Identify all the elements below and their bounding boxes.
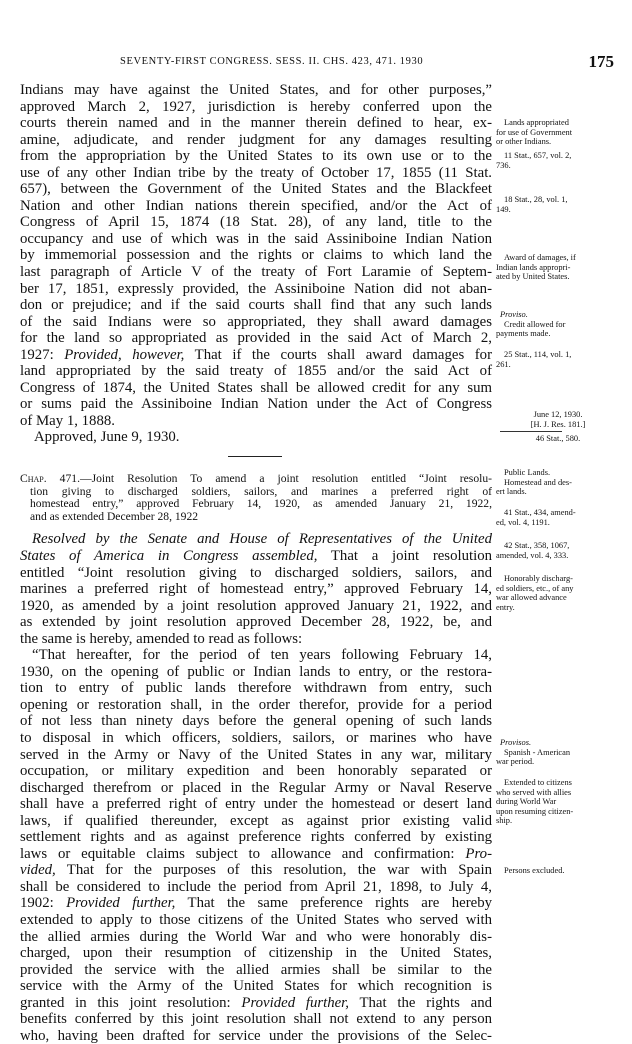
note-line: ed soldiers, etc., of any: [496, 583, 574, 593]
text-run: That the rights and: [349, 994, 492, 1011]
text-line: don or prejudice; and if the said courts shall find that any such lands: [20, 297, 492, 314]
proviso-italic: Pro-: [465, 845, 492, 862]
proviso-line: [20, 846, 492, 863]
note-line: during World War: [496, 797, 557, 807]
note-line: Credit allowed for: [504, 319, 566, 329]
note-line: Homestead and des-: [504, 477, 572, 487]
chapter-resolution: [H. J. Res. 181.]: [530, 419, 586, 429]
text-line: Congress of April 15, 1874 (18 Stat. 28), of any land, title to the: [20, 214, 492, 231]
margin-note-stat-41: [496, 508, 620, 527]
proviso-line: [20, 347, 492, 364]
text-run: 1927:: [20, 346, 65, 363]
text-line: 1930, on the opening of public or Indian lands to entry, or the restora-: [20, 663, 492, 680]
text-line: ber 17, 1851, expressly provided, the Assiniboine Nation did not aban-: [20, 280, 492, 297]
text-line: shall be considered to include the period from April 21, 1898, to July 4,: [20, 878, 492, 895]
note-line: 736.: [496, 160, 511, 170]
text-line: approved March 2, 1927, jurisdiction is hereby conferred upon the: [20, 98, 492, 115]
note-line: ated by United States.: [496, 272, 570, 282]
enacting-line: [20, 548, 492, 565]
note-line: 261.: [496, 359, 511, 369]
text-line: land appropriated by the said treaty of 1855 and/or the said Act of: [20, 363, 492, 380]
text-run: That if the courts shall award damages for: [184, 346, 492, 363]
text-line: the allied armies during the World War and who were honorably dis-: [20, 928, 492, 945]
text-line: by immemorial possession and the rights or claims to which land the: [20, 247, 492, 264]
proviso-italic: Provided further,: [66, 895, 176, 912]
text-line: occupation, or military expedition and been honorably separated or: [20, 763, 492, 780]
chapter-label: Chap. 471.: [20, 472, 80, 486]
margin-note-award: [496, 253, 620, 282]
note-line: 18 Stat., 28, vol. 1,: [504, 195, 568, 204]
text-line: opening or restoration shall, in the order therefor, provide for a period: [20, 696, 492, 713]
resolution-paragraph: [20, 531, 492, 1044]
margin-note-persons-excluded: [496, 866, 620, 876]
text-run: That a joint resolution: [317, 547, 492, 564]
proviso-italic: Provided further,: [241, 994, 350, 1011]
note-line: 41 Stat., 434, amend-: [504, 508, 576, 517]
note-line: 42 Stat., 358, 1067,: [504, 541, 570, 550]
note-divider: [500, 431, 562, 432]
note-line: amended, vol. 4, 333.: [496, 550, 569, 560]
chapter-line: tion giving to discharged soldiers, sailors, and marines a preferred right of: [30, 484, 492, 498]
text-run: laws or equitable claims subject to allowance and confirmation:: [20, 845, 466, 862]
enacting-line: [20, 531, 492, 548]
text-line: Congress of 1874, the United States shall be allowed credit for any sum: [20, 379, 492, 396]
text-line: provided the service with the allied armies shall be similar to the: [20, 961, 492, 978]
proviso-label: Proviso.: [500, 310, 528, 319]
note-line: Extended to citizens: [504, 778, 572, 787]
text-line: Nation and other Indian nations therein specified, and/or the Act of: [20, 197, 492, 214]
text-line: 1920, as amended by a joint resolution approved January 21, 1922, and: [20, 597, 492, 614]
margin-note-lands-appropriated: [496, 118, 620, 147]
margin-note-public-lands: [496, 468, 620, 497]
page-number: 175: [588, 52, 614, 71]
section-divider: [228, 456, 282, 457]
note-line: Lands appropriated: [504, 118, 569, 127]
text-line: tion to entry of public lands therefore withdrawn from entry, such: [20, 680, 492, 697]
note-line: upon resuming citizen-: [496, 806, 574, 816]
note-line: who served with allies: [496, 787, 572, 797]
text-line: last paragraph of Article V of the treaty of Fort Laramie of Septem-: [20, 264, 492, 281]
chapter-date: June 12, 1930.: [533, 410, 583, 419]
proviso-line: [20, 862, 492, 879]
text-line: benefits conferred by this joint resolution shall not extend to any person: [20, 1011, 492, 1028]
note-line: Public Lands.: [504, 468, 551, 477]
text-line: discharged therefrom or placed in the Regular Army or Naval Reserve: [20, 779, 492, 796]
text-line: the same is hereby, amended to read as follows:: [20, 630, 303, 647]
note-line: for use of Government: [496, 127, 573, 137]
enacting-italic: Resolved by the Senate and House of Representatives of the United: [32, 531, 492, 548]
margin-note-stat-42: [496, 541, 620, 560]
text-line: courts therein named and in the manner therein defined to hear, ex-: [20, 115, 492, 132]
note-line: Spanish - American: [504, 747, 571, 757]
margin-notes-column: [496, 0, 620, 917]
proviso-line: [20, 895, 492, 912]
chapter-line: [20, 473, 492, 486]
text-run: That for the purposes of this resolution, the war with Spain: [55, 862, 492, 879]
text-line: of not less than ninety days before the general opening of such lands: [20, 713, 492, 730]
section-paragraph: [20, 82, 492, 446]
enacting-italic: States of America in Congress assembled,: [20, 547, 318, 564]
note-line: 11 Stat., 657, vol. 2,: [504, 151, 572, 160]
margin-note-provisos: [496, 738, 620, 767]
text-line: entitled “Joint resolution giving to discharged soldiers, sailors, and: [20, 564, 492, 581]
text-line: settlement rights and as against preference rights conferred by existing: [20, 829, 492, 846]
margin-note-stat-25: [496, 350, 620, 369]
text-line: shall have a preferred right of entry under the homestead or desert land: [20, 796, 492, 813]
text-line: “That hereafter, for the period of ten years following February 14,: [32, 647, 492, 664]
note-line: ert lands.: [496, 487, 527, 497]
chapter-line: homestead entry,” approved February 14, 1920, as amended January 21, 1922,: [30, 497, 492, 511]
text-line: to disposal in which officers, soldiers, sailors, or marines who have: [20, 729, 492, 746]
chapter-heading: [20, 473, 492, 523]
text-line: 657), between the Government of the United States and the Blackfeet: [20, 181, 492, 198]
text-line: who, having been drafted for service under the provisions of the Selec-: [20, 1027, 492, 1044]
text-line: use of any other Indian tribe by the treaty of October 17, 1855 (11 Stat.: [20, 164, 492, 181]
spacer: [20, 523, 492, 531]
text-run: That the same preference rights are hereby: [175, 895, 493, 912]
text-line: extended to apply to those citizens of the United States who served with: [20, 911, 492, 928]
note-line: entry.: [496, 602, 515, 612]
main-text-column: [20, 82, 492, 1044]
chapter-line: and as extended December 28, 1922: [30, 509, 199, 523]
text-line: served in the Army or Navy of the United States in any war, military: [20, 746, 492, 763]
margin-note-stat-11: [496, 151, 620, 170]
text-run: 1902:: [20, 895, 67, 912]
text-line: of the said Indians were so appropriated, they shall award damages: [20, 313, 492, 330]
note-line: Honorably discharg-: [504, 574, 573, 583]
note-line: payments made.: [496, 329, 551, 339]
margin-note-extended: [496, 778, 620, 826]
note-line: Indian lands appropri-: [496, 262, 571, 272]
note-line: ed, vol. 4, 1191.: [496, 517, 550, 527]
proviso-line: [20, 995, 492, 1012]
note-line: or other Indians.: [496, 137, 552, 147]
note-line: 149.: [496, 204, 511, 214]
text-run: granted in this joint resolution:: [20, 994, 242, 1011]
margin-note-proviso: [496, 310, 620, 339]
margin-note-chapter-info: [496, 410, 620, 444]
proviso-italic: Provided, however,: [64, 346, 185, 363]
text-line: marines a preferred right of homestead entry,” approved February 14,: [20, 581, 492, 598]
margin-note-honorably: [496, 574, 620, 612]
approval-line: Approved, June 9, 1930.: [34, 429, 180, 446]
text-line: charged, upon their resumption of citizenship in the United States,: [20, 945, 492, 962]
text-line: as extended by joint resolution approved December 28, 1922, be, and: [20, 614, 492, 631]
text-line: laws, if qualified thereunder, except as against prior existing valid: [20, 812, 492, 829]
text-line: of May 1, 1888.: [20, 412, 115, 429]
note-line: Persons excluded.: [504, 866, 565, 875]
note-line: war period.: [496, 757, 535, 767]
text-line: amine, adjudicate, and render judgment for any damages resulting: [20, 131, 492, 148]
text-line: from the appropriation by the United States to its own use or to the: [20, 148, 492, 165]
margin-note-stat-18: [496, 195, 620, 214]
text-line: Indians may have against the United States, and for other purposes,”: [20, 82, 492, 98]
text-run: —Joint Resolution To amend a joint resolution entitled “Joint resolu-: [79, 472, 492, 486]
note-line: ship.: [496, 816, 513, 826]
note-line: Award of damages, if: [504, 253, 576, 262]
note-line: war allowed advance: [496, 593, 567, 603]
text-line: service with the Army of the United States for which recognition is: [20, 978, 492, 995]
note-line: 25 Stat., 114, vol. 1,: [504, 350, 572, 359]
text-line: occupancy and use of which was in the said Assiniboine Indian Nation: [20, 230, 492, 247]
text-line: for the land so appropriated as provided in the said Act of March 2,: [20, 330, 492, 347]
text-line: or sums paid the Assiniboine Indian Nation under the Act of Congress: [20, 396, 492, 413]
running-head: SEVENTY-FIRST CONGRESS. SESS. II. CHS. 423, 471. 1930: [120, 56, 424, 67]
chapter-stat: 46 Stat., 580.: [535, 434, 581, 444]
proviso-italic: vided,: [20, 862, 56, 879]
provisos-label: Provisos.: [500, 738, 532, 747]
